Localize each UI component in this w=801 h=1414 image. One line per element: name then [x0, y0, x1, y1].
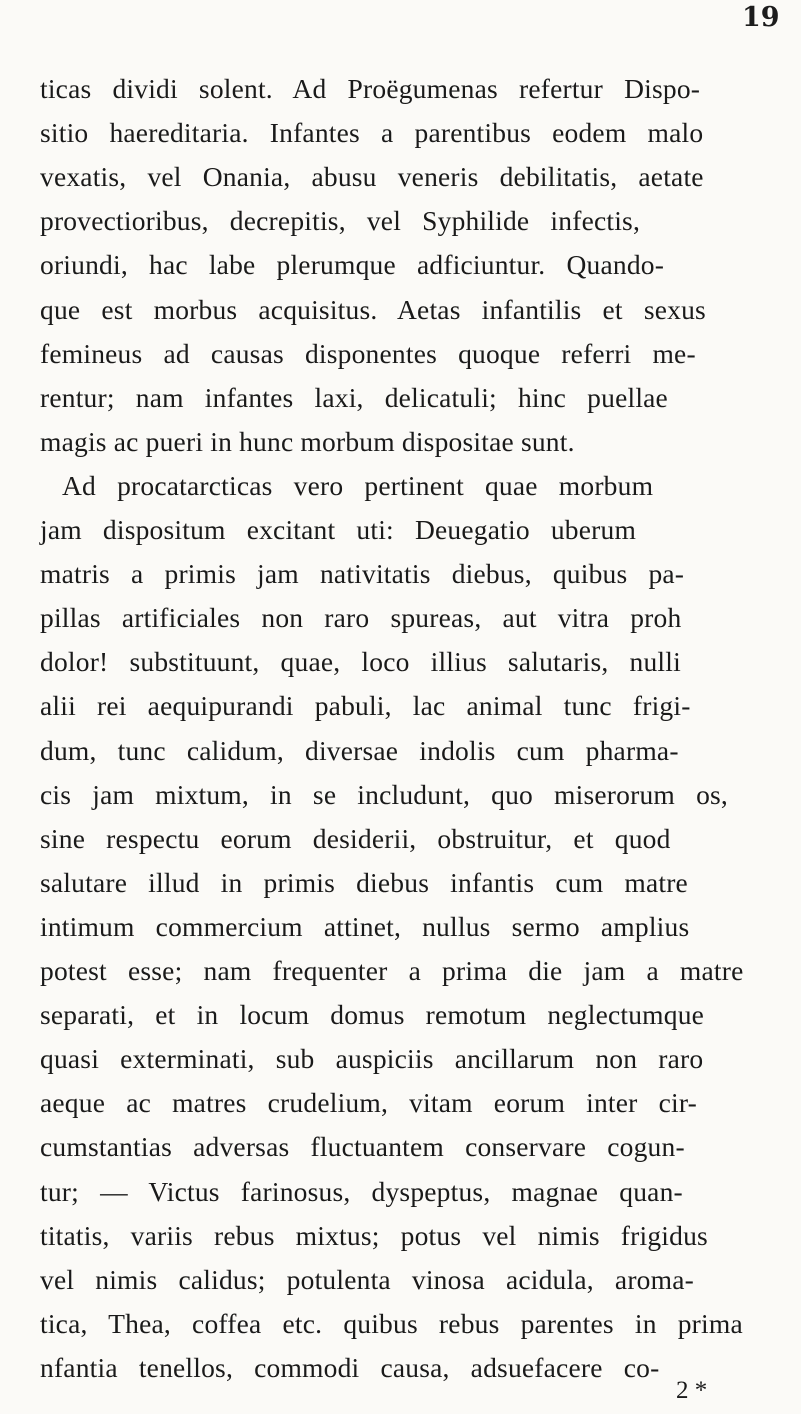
page-number: 19 — [742, 2, 780, 33]
text-line: femineus ad causas disponentes quoque referri me- — [40, 337, 696, 369]
text-line: separati, et in locum domus remotum neglectumque — [40, 999, 705, 1031]
text-line: magis ac pueri in hunc morbum dispositae sunt. — [40, 425, 575, 457]
text-line: dolor! substituunt, quae, loco illius salutaris, nulli — [40, 646, 681, 678]
text-line: jam dispositum excitant uti: Deuegatio uberum — [40, 514, 637, 545]
text-line: tur; — Victus farinosus, dyspeptus, magnae quan- — [40, 1175, 683, 1207]
text-line: Ad procatarcticas vero pertinent quae morbum — [62, 469, 654, 501]
signature-mark: 2 * — [676, 1377, 708, 1404]
text-line: potest esse; nam frequenter a prima die jam a matre — [40, 955, 744, 986]
text-line: quasi exterminati, sub auspiciis ancillarum non raro — [40, 1043, 704, 1075]
text-line: tica, Thea, coffea etc. quibus rebus parentes in prima — [40, 1307, 743, 1339]
text-line: oriundi, hac labe plerumque adficiuntur. Quando- — [40, 249, 665, 281]
text-line: sitio haereditaria. Infantes a parentibus eodem malo — [40, 117, 704, 149]
text-line: vexatis, vel Onania, abusu veneris debilitatis, aetate — [40, 161, 704, 193]
text-line: rentur; nam infantes laxi, delicatuli; hinc puellae — [40, 381, 668, 413]
text-line: ticas dividi solent. Ad Proëgumenas refertur Dispo- — [40, 73, 701, 104]
text-line: salutare illud in primis diebus infantis cum matre — [40, 866, 688, 898]
text-line: cumstantias adversas fluctuantem conservare cogun- — [40, 1131, 685, 1163]
text-line: que est morbus acquisitus. Aetas infantilis et sexus — [40, 293, 706, 325]
text-line: dum, tunc calidum, diversae indolis cum pharma- — [40, 734, 679, 766]
text-line: aeque ac matres crudelium, vitam eorum inter cir- — [40, 1087, 698, 1119]
text-line: matris a primis jam nativitatis diebus, quibus pa- — [40, 558, 685, 590]
text-line: alii rei aequipurandi pabuli, lac animal tunc frigi- — [40, 690, 691, 722]
text-line: nfantia tenellos, commodi causa, adsuefacere co- — [40, 1351, 660, 1383]
text-line: pillas artificiales non raro spureas, aut vitra proh — [40, 602, 682, 634]
text-line: sine respectu eorum desiderii, obstruitur, et quod — [40, 822, 671, 854]
text-line: intimum commercium attinet, nullus sermo amplius — [40, 910, 690, 942]
text-line: cis jam mixtum, in se includunt, quo miserorum os, — [40, 778, 728, 810]
text-line: vel nimis calidus; potulenta vinosa acidula, aroma- — [40, 1263, 694, 1295]
text-line: titatis, variis rebus mixtus; potus vel nimis frigidus — [40, 1219, 708, 1251]
text-line: provectioribus, decrepitis, vel Syphilide infectis, — [40, 205, 641, 237]
